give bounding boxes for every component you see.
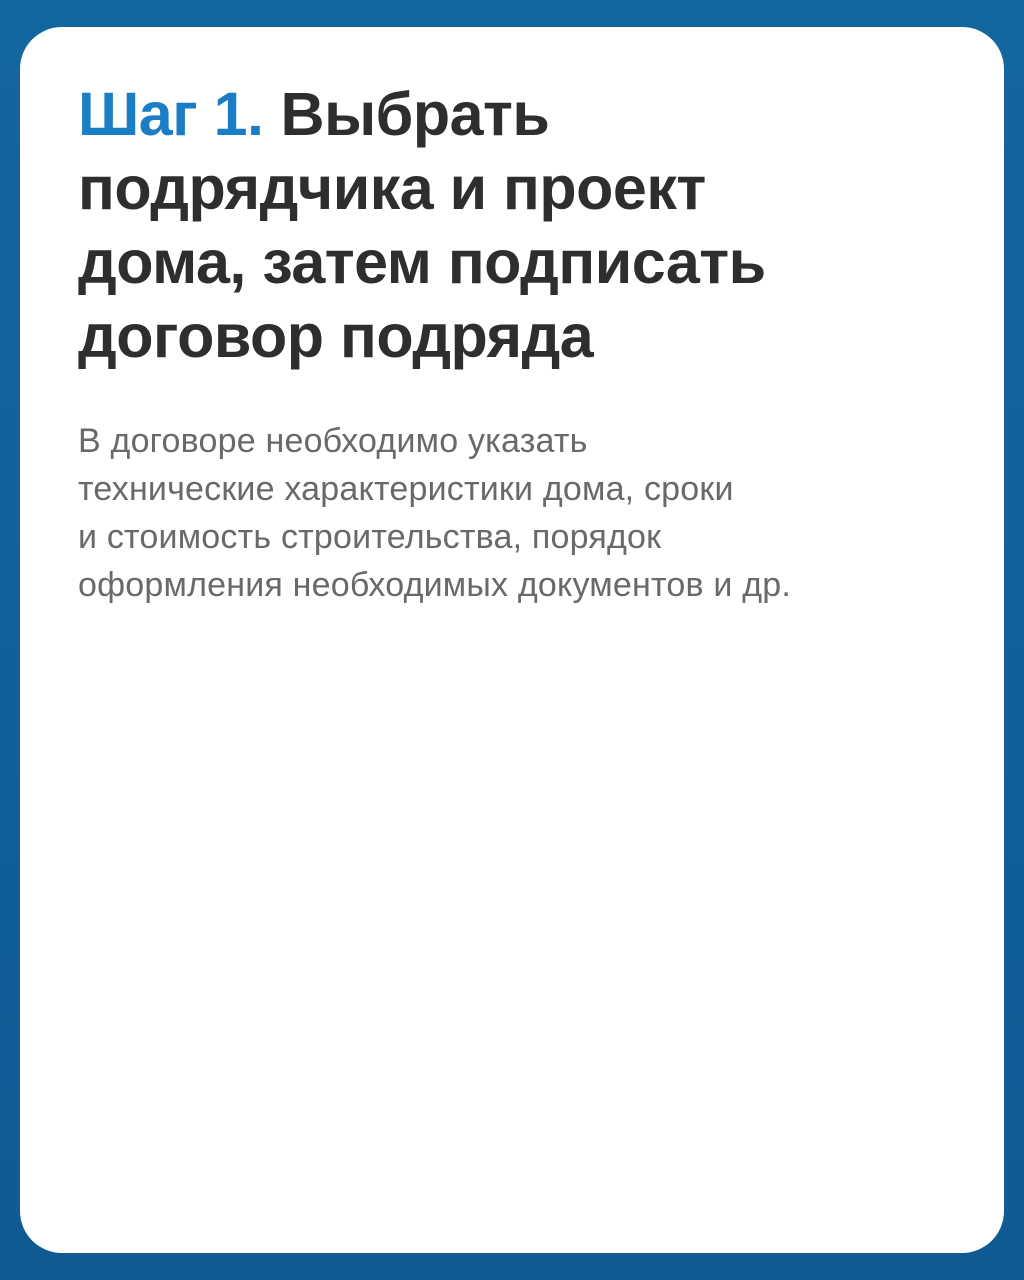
text-line: технические характеристики дома, сроки bbox=[78, 470, 734, 508]
text-line: договор подряда bbox=[78, 302, 594, 370]
text-line: подрядчика и проект bbox=[78, 154, 706, 222]
text-line: и стоимость строительства, порядок bbox=[78, 518, 662, 556]
step-title bbox=[78, 77, 948, 373]
text-line: В договоре необходимо указать bbox=[78, 422, 588, 460]
title-first-line bbox=[78, 77, 948, 151]
title-wrapped-lines bbox=[78, 151, 948, 373]
text-line: оформления необходимых документов и др. bbox=[78, 566, 791, 604]
content-card bbox=[20, 27, 1004, 1253]
text-line: дома, затем подписать bbox=[78, 228, 766, 296]
step-number-label: Шаг 1. bbox=[78, 80, 264, 148]
title-first-line-text: Выбрать bbox=[280, 80, 550, 148]
description-text bbox=[78, 417, 948, 609]
